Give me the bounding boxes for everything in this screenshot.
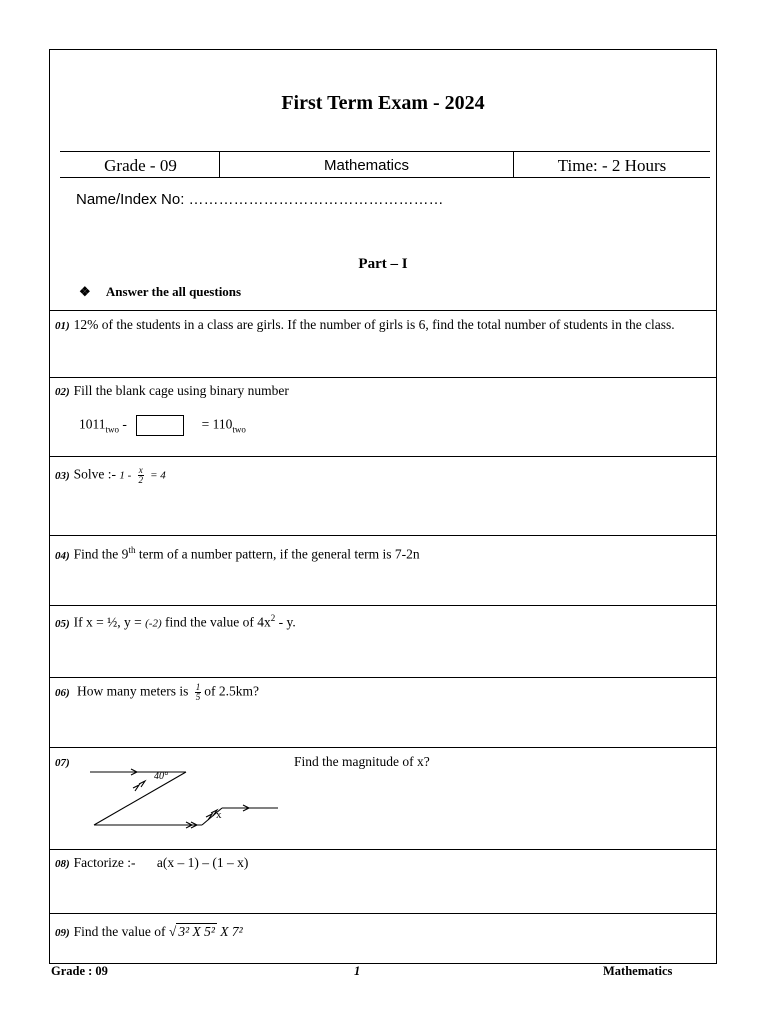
page-number: 1 (354, 964, 361, 978)
radicand: 3² X 5² (178, 924, 215, 939)
parallel-lines-diagram (80, 762, 290, 834)
question-7-text: Find the magnitude of x? (294, 754, 430, 769)
subject-cell: Mathematics (323, 157, 410, 174)
q7-top-rule (49, 747, 717, 748)
question-3 (55, 466, 166, 485)
question-6 (55, 683, 259, 702)
header-top-rule (60, 151, 710, 152)
question-4-number: 04) (55, 549, 70, 562)
question-5-text-c: - y. (275, 614, 296, 630)
q8-top-rule (49, 849, 717, 850)
time-cell: Time: - 2 Hours (557, 156, 667, 175)
footer-subject: Mathematics (603, 964, 673, 978)
answer-box[interactable] (136, 415, 184, 436)
q4-top-rule (49, 535, 717, 536)
question-2-text: Fill the blank cage using binary number (73, 383, 289, 398)
q3-top-rule (49, 456, 717, 457)
exam-title: First Term Exam - 2024 (281, 92, 485, 114)
q9-top-rule (49, 913, 717, 914)
fraction-x-over-2: $\frac{x}{2}$ (138, 465, 143, 485)
question-5-text-a: If x = ½, y = (73, 614, 142, 630)
question-5-text-b: find the value of 4x (161, 614, 271, 630)
question-8-text: Factorize :- (73, 855, 136, 870)
sqrt-sign: √ (168, 924, 177, 939)
question-6-text-a: How many meters is (77, 683, 189, 699)
binary-operand: 1011 (79, 416, 106, 432)
power-superscript: 2 (270, 613, 276, 623)
q5-top-rule (49, 605, 717, 606)
equation-lhs: 1 - (119, 469, 132, 482)
question-6-text-b: of 2.5km? (204, 683, 260, 699)
question-3-number: 03) (55, 469, 70, 482)
part-title: Part – I (358, 256, 408, 272)
question-1-text: 12% of the students in a class are girls. If the number of girls is 6, find the total number of students in the class. (73, 317, 675, 332)
question-6-number: 06) (55, 686, 70, 699)
question-4 (55, 545, 420, 563)
arrow-transversal-2 (139, 781, 145, 787)
equation-rhs: = 4 (150, 469, 166, 482)
q1-top-rule (49, 310, 717, 311)
name-index-field: Name/Index No: …………………………………………… (76, 191, 444, 208)
binary-operand-base: two (105, 424, 119, 435)
question-9 (55, 923, 243, 940)
question-5-number: 05) (55, 617, 70, 630)
fraction-1-over-5: $\frac{1}{5}$ (195, 682, 201, 702)
instruction-text: Answer the all questions (105, 284, 242, 299)
minus-sign: - (122, 416, 127, 432)
question-9-number: 09) (55, 927, 70, 939)
angle-label: 40° (154, 771, 168, 782)
q2-top-rule (49, 377, 717, 378)
question-4-text-b: term of a number pattern, if the general term is 7-2n (135, 546, 420, 562)
question-3-text: Solve :- (73, 466, 117, 482)
factorize-expression: a(x – 1) – (1 – x) (156, 855, 249, 870)
q6-top-rule (49, 677, 717, 678)
question-2-equation (79, 415, 246, 436)
question-5 (55, 613, 296, 631)
binary-result-base: two (232, 424, 246, 435)
question-9-text: Find the value of (73, 924, 166, 939)
question-7-number-wrap (55, 754, 74, 770)
arrow-transversal-1 (133, 785, 139, 791)
unknown-angle-label: x (216, 809, 222, 821)
question-1-number: 01) (55, 320, 70, 332)
question-2 (55, 383, 289, 399)
question-8 (55, 855, 248, 871)
footer-grade: Grade : 09 (51, 964, 108, 978)
radical-tail: X 7² (216, 924, 243, 939)
binary-result: = 110 (201, 416, 233, 432)
y-value: (-2) (145, 617, 162, 630)
question-7-number: 07) (55, 757, 70, 769)
question-4-text-a: Find the 9 (73, 546, 129, 562)
question-1 (55, 317, 675, 333)
bullet-icon: ❖ (79, 284, 91, 299)
ordinal-superscript: th (128, 545, 136, 555)
grade-cell: Grade - 09 (104, 156, 177, 175)
transversal-line (94, 772, 186, 825)
question-2-number: 02) (55, 386, 70, 398)
question-8-number: 08) (55, 858, 70, 870)
